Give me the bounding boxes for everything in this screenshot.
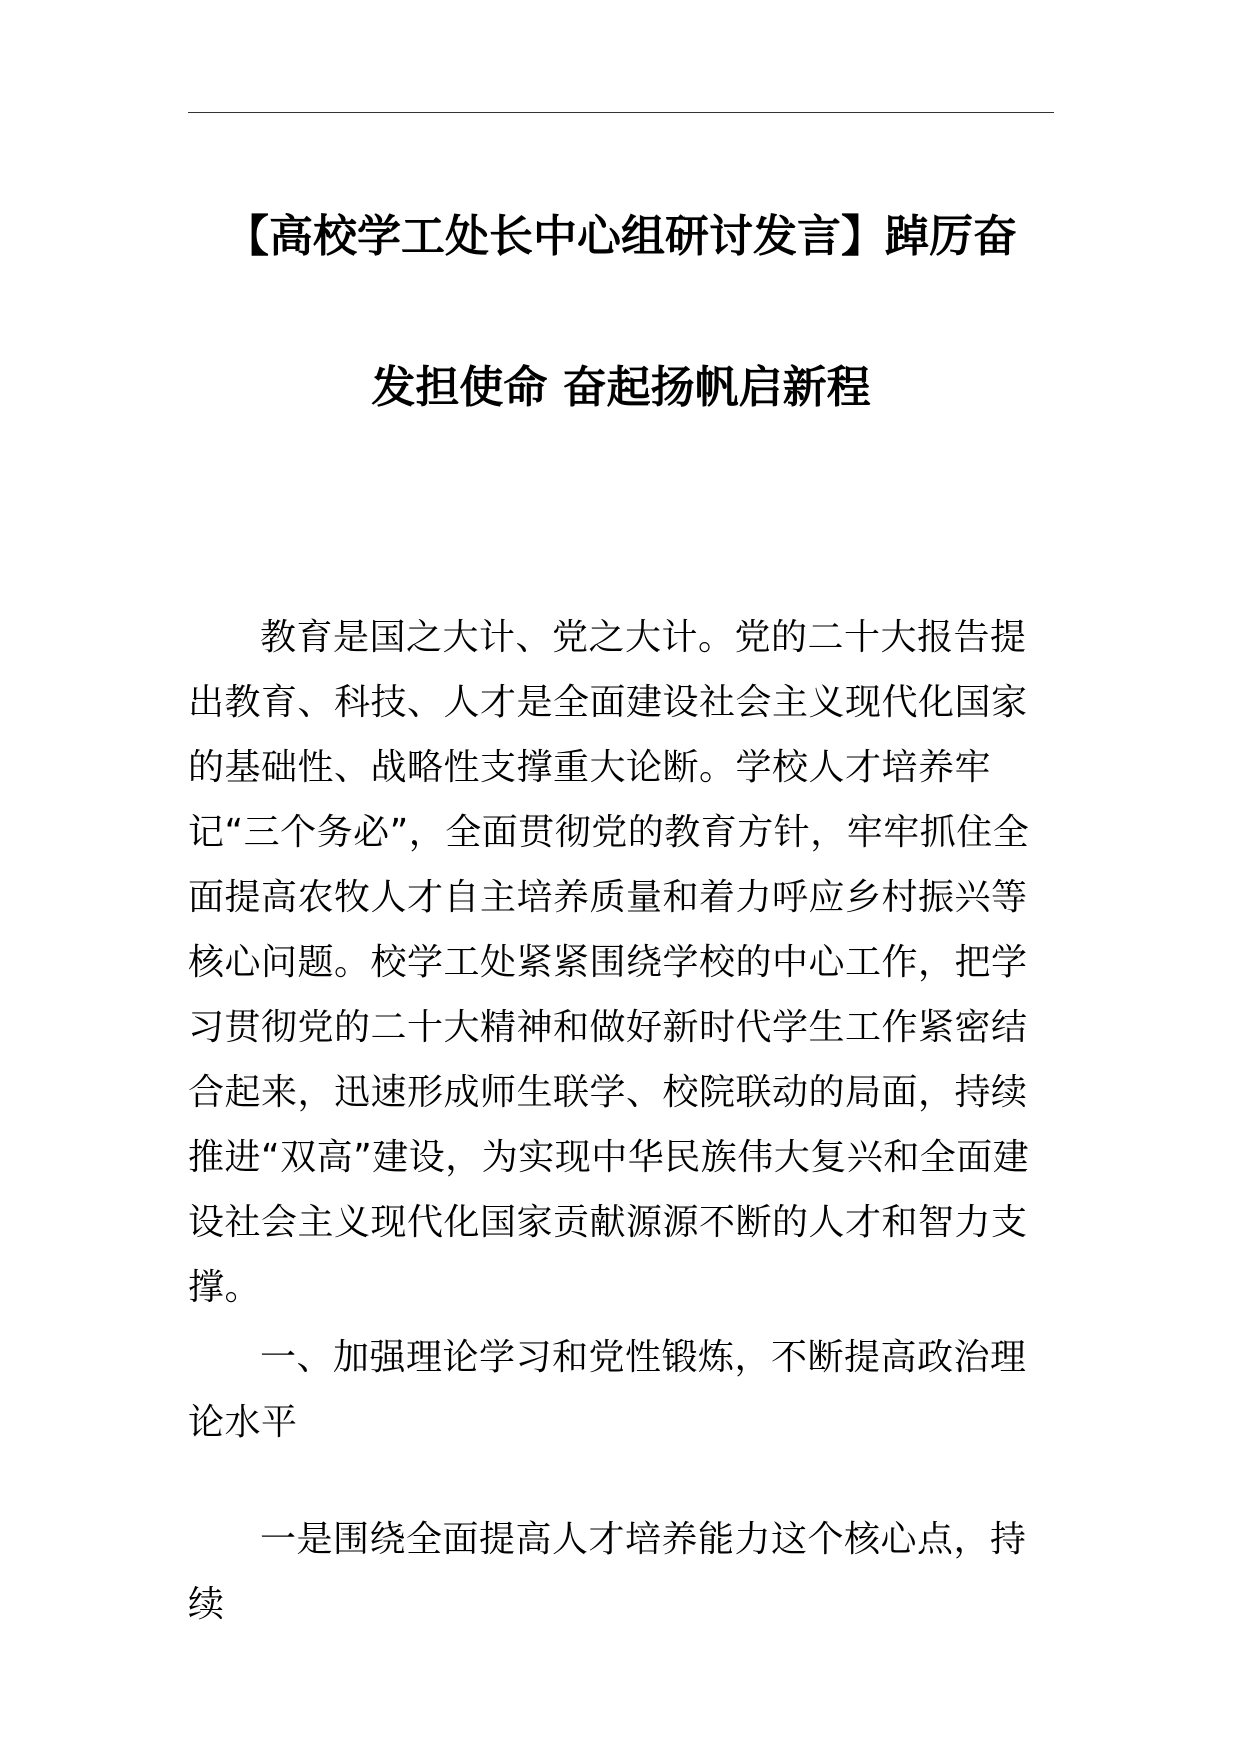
document-title-line-1: 【高校学工处长中心组研讨发言】踔厉奋 <box>225 211 1017 262</box>
section-1-heading: 一、加强理论学习和党性锻炼，不断提高政治理论水平 <box>188 1337 1027 1443</box>
document-title-line-2: 发担使命 奋起扬帆启新程 <box>371 362 871 413</box>
section-1-first-paragraph: 一是围绕全面提高人才培养能力这个核心点，持续 <box>188 1519 1027 1625</box>
intro-paragraph: 教育是国之大计、党之大计。党的二十大报告提出教育、科技、人才是全面建设社会主义现代化国家的基础性、战略性支撑重大论断。学校人才培养牢记“三个务必”，全面贯彻党的教育方针，牢牢抓住全面提高农牧人才自主培养质量和着力呼应乡村振兴等核心问题。校学工处紧紧围绕学校的中心工作，把学习贯彻党的二十大精神和做好新时代学生工作紧密结合起来，迅速形成师生联学、校院联动的局面，持续推进“双高”建设，为实现中华民族伟大复兴和全面建设社会主义现代化国家贡献源源不断的人才和智力支撑。 <box>188 617 1030 1308</box>
header-divider <box>188 112 1054 113</box>
